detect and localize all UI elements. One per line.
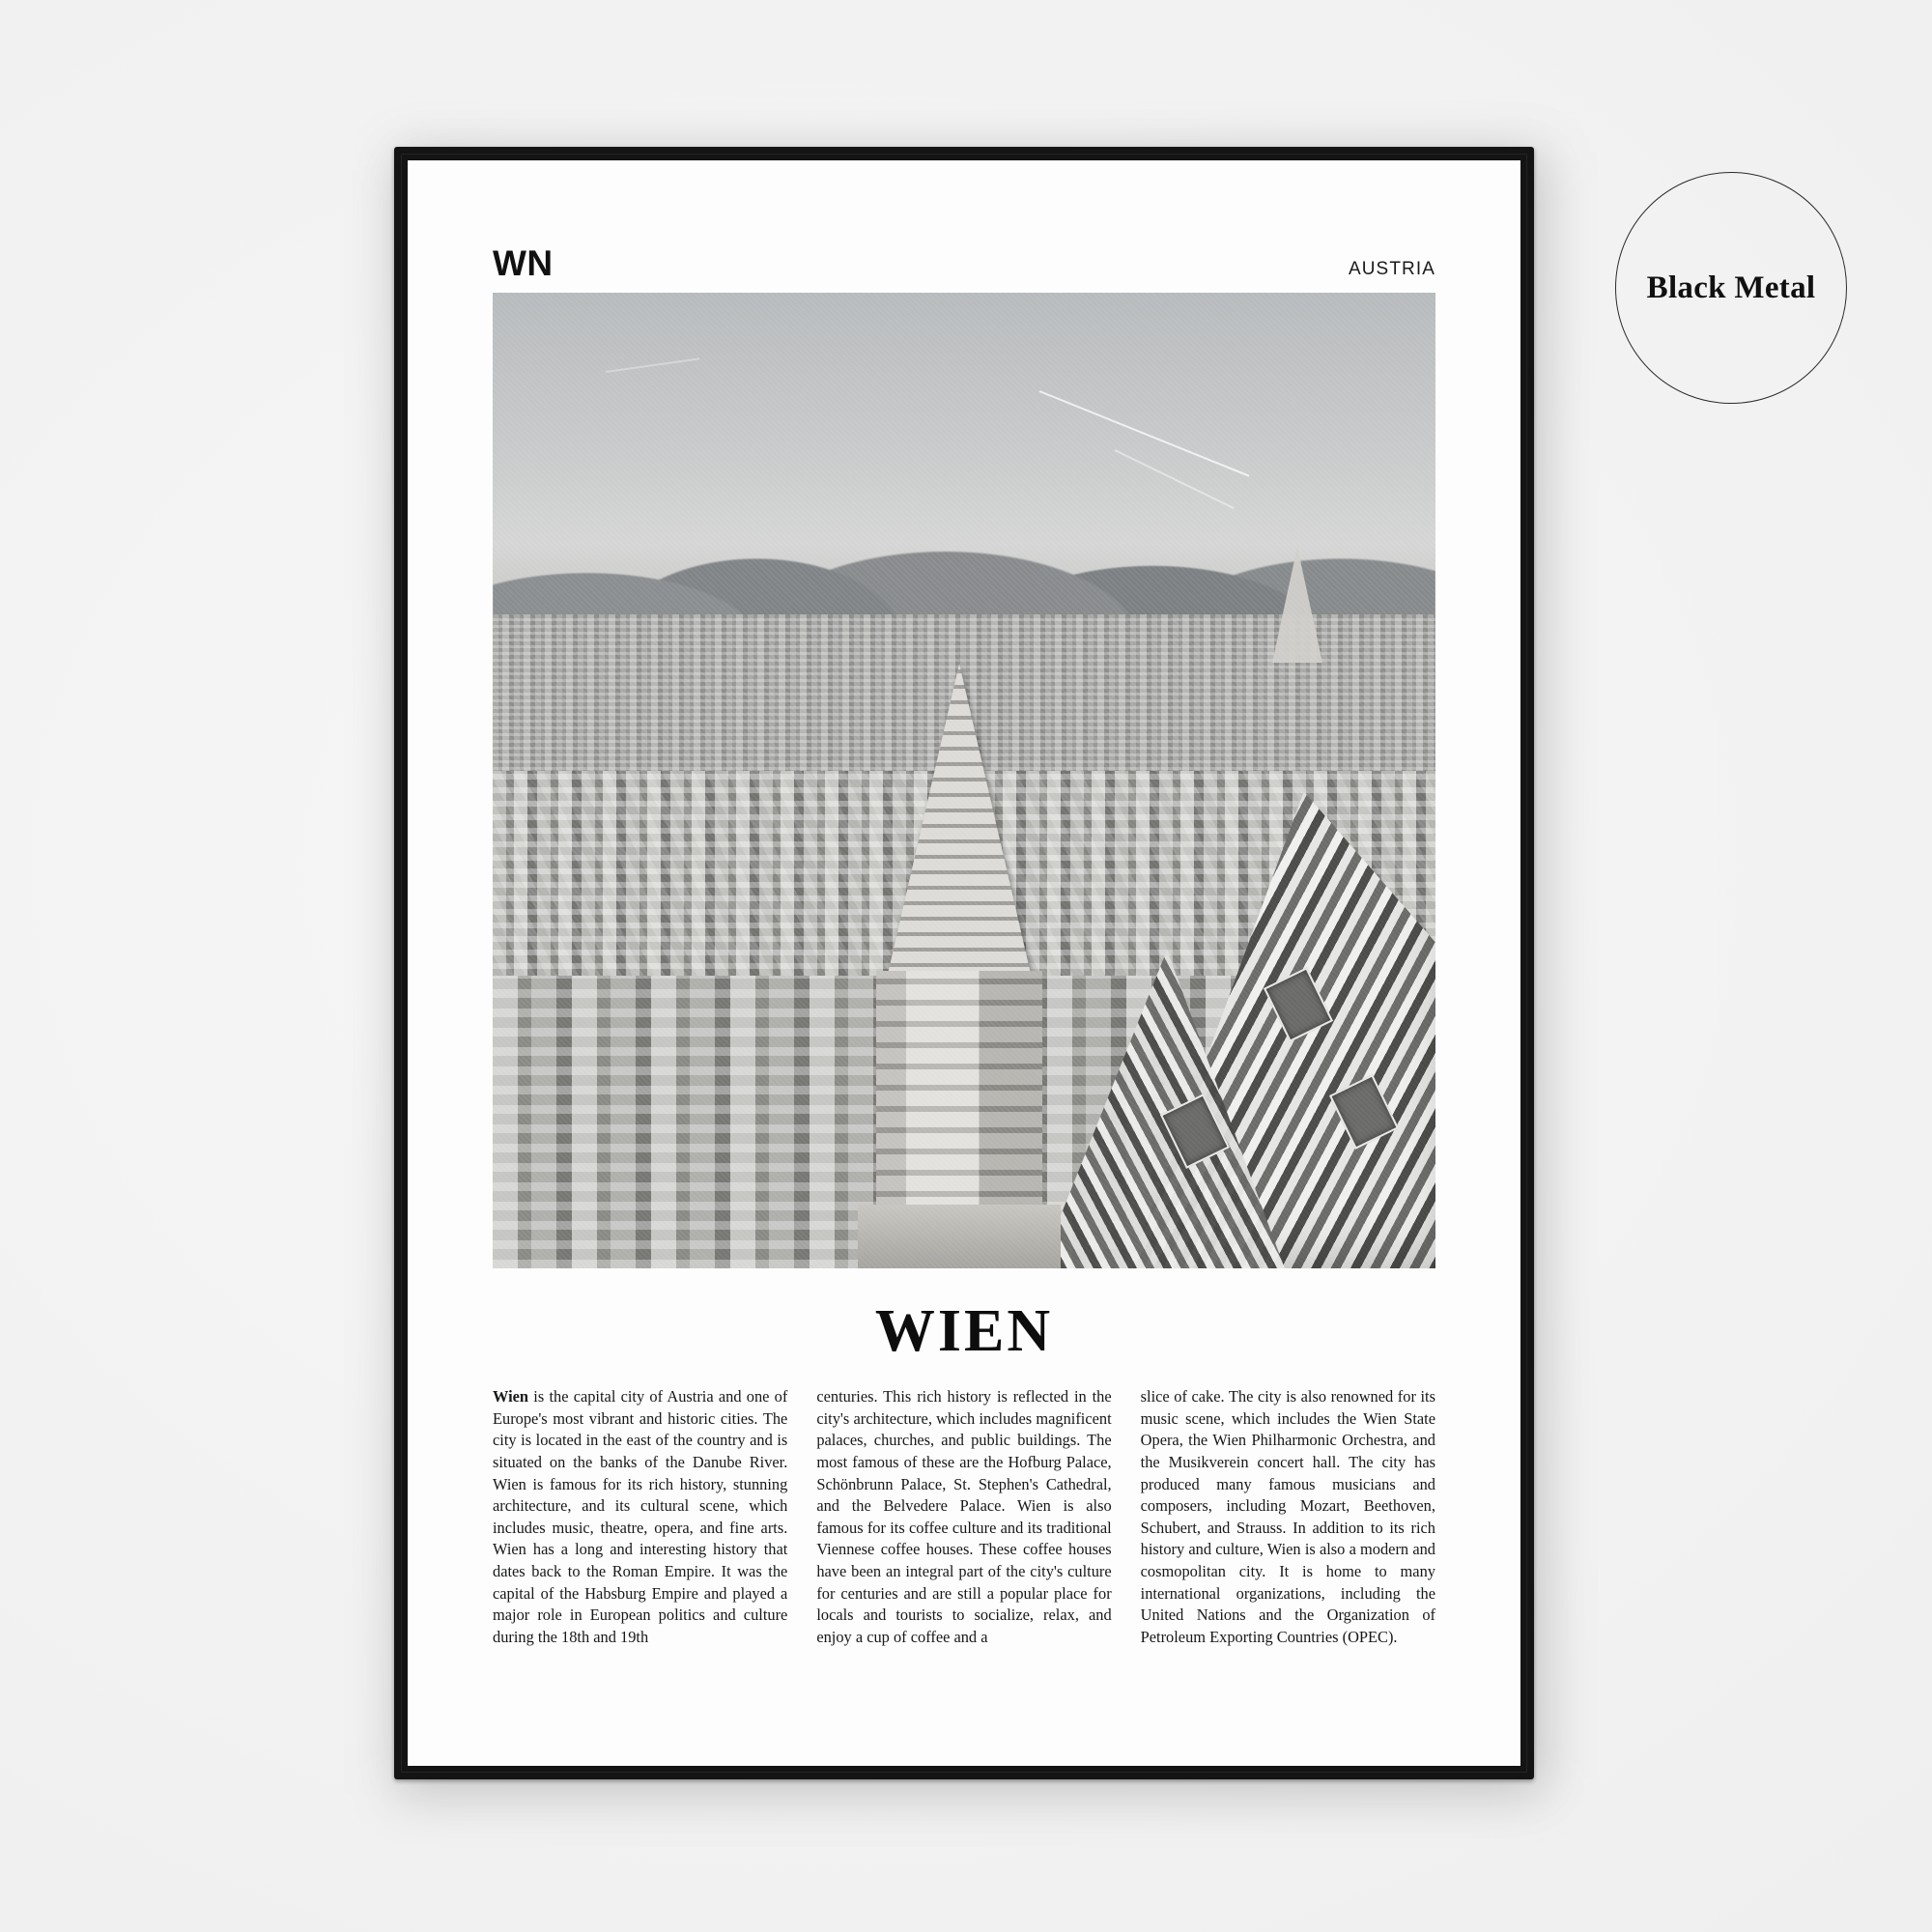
- poster-body-column-2: centuries. This rich history is reflected in the city's architecture, which includes magnificent palaces, churches, and public buildings. The most famous of these are the Hofburg Palace, Schönbrunn Palace, St. Stephen's Cathedral, and the Belvedere Palace. Wien is also famous for its coffee culture and its traditional Viennese coffee houses. These coffee houses have been an integral part of the city's culture for centuries and are still a popular place for locals and tourists to socialize, relax, and enjoy a cup of coffee and a: [816, 1387, 1112, 1647]
- picture-frame: [394, 147, 1534, 1779]
- poster-photo: [493, 293, 1435, 1268]
- poster-body-columns: [493, 1386, 1435, 1649]
- poster-mat: [408, 160, 1520, 1766]
- poster-country-label: AUSTRIA: [1348, 259, 1435, 279]
- poster-title: WIEN: [874, 1298, 1054, 1364]
- material-badge-label: Black Metal: [1646, 270, 1816, 305]
- poster-content: [493, 245, 1435, 1681]
- photo-grain-overlay: [493, 293, 1435, 1268]
- material-badge: [1615, 172, 1847, 404]
- poster-header: [493, 245, 1435, 293]
- poster-brand-code: WN: [493, 243, 554, 283]
- poster-body-column-1: Wien is the capital city of Austria and one of Europe's most vibrant and historic cities. The city is located in the east of the country and is situated on the banks of the Danube River. Wien is famous for its rich history, stunning architecture, and its cultural scene, which includes music, theatre, opera, and fine arts. Wien has a long and interesting history that dates back to the Roman Empire. It was the capital of the Habsburg Empire and played a major role in European politics and culture during the 18th and 19th: [493, 1387, 788, 1647]
- poster-body-column-3: slice of cake. The city is also renowned for its music scene, which includes the Wien State Opera, the Wien Philharmonic Orchestra, and the Musikverein concert hall. The city has produced many famous musicians and composers, including Mozart, Beethoven, Schubert, and Strauss. In addition to its rich history and culture, Wien is also a modern and cosmopolitan city. It is home to many international organizations, including the United Nations and the Organization of Petroleum Exporting Countries (OPEC).: [1140, 1387, 1435, 1647]
